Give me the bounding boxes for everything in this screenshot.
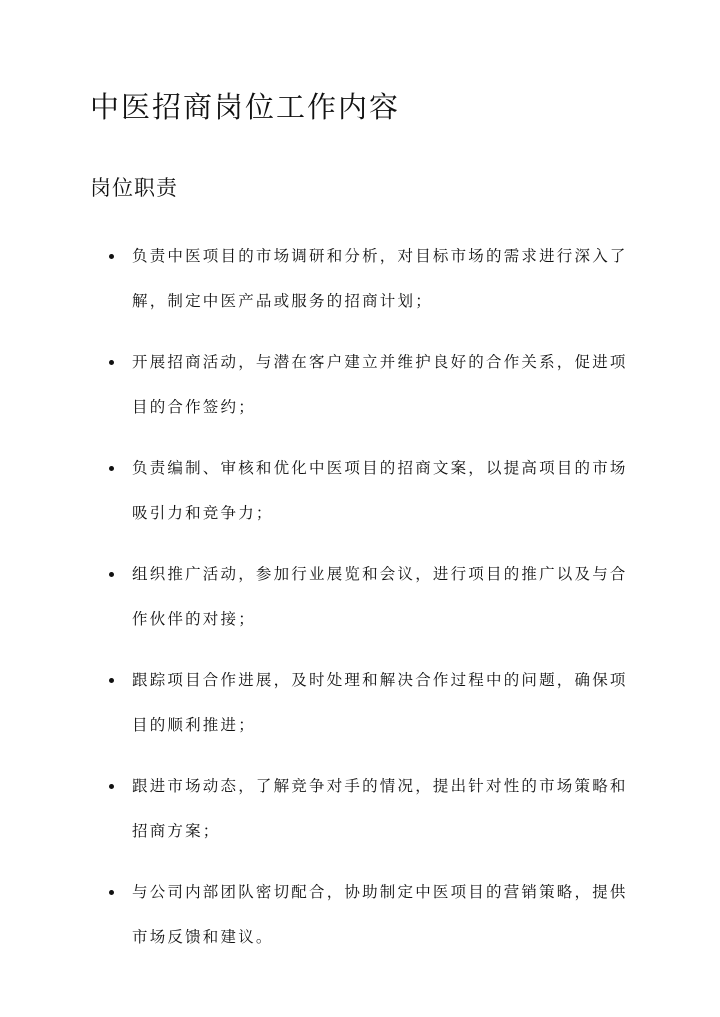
duty-text: 跟进市场动态，了解竞争对手的情况，提出针对性的市场策略和招商方案；: [132, 777, 628, 840]
bullet-icon: [109, 360, 114, 365]
section-heading: 岗位职责: [90, 176, 178, 200]
duty-list-item: [90, 764, 630, 854]
duty-list-item: [90, 446, 630, 536]
duty-text: 负责编制、审核和优化中医项目的招商文案，以提高项目的市场吸引力和竞争力；: [132, 459, 628, 522]
bullet-icon: [109, 890, 114, 895]
duty-list: [90, 234, 630, 976]
duty-list-item: [90, 234, 630, 324]
duty-text: 开展招商活动，与潜在客户建立并维护良好的合作关系，促进项目的合作签约；: [132, 353, 628, 416]
duty-list-item: [90, 552, 630, 642]
duty-text: 跟踪项目合作进展，及时处理和解决合作过程中的问题，确保项目的顺利推进；: [132, 671, 628, 734]
bullet-icon: [109, 466, 114, 471]
duty-text: 与公司内部团队密切配合，协助制定中医项目的营销策略，提供市场反馈和建议。: [132, 883, 628, 946]
duty-text: 组织推广活动，参加行业展览和会议，进行项目的推广以及与合作伙伴的对接；: [132, 565, 628, 628]
bullet-icon: [109, 254, 114, 259]
duty-list-item: [90, 870, 630, 960]
duty-list-item: [90, 340, 630, 430]
bullet-icon: [109, 784, 114, 789]
bullet-icon: [109, 572, 114, 577]
duty-text: 负责中医项目的市场调研和分析，对目标市场的需求进行深入了解，制定中医产品或服务的招商计划；: [132, 247, 628, 310]
bullet-icon: [109, 678, 114, 683]
duty-list-item: [90, 658, 630, 748]
document-title: 中医招商岗位工作内容: [90, 90, 401, 124]
